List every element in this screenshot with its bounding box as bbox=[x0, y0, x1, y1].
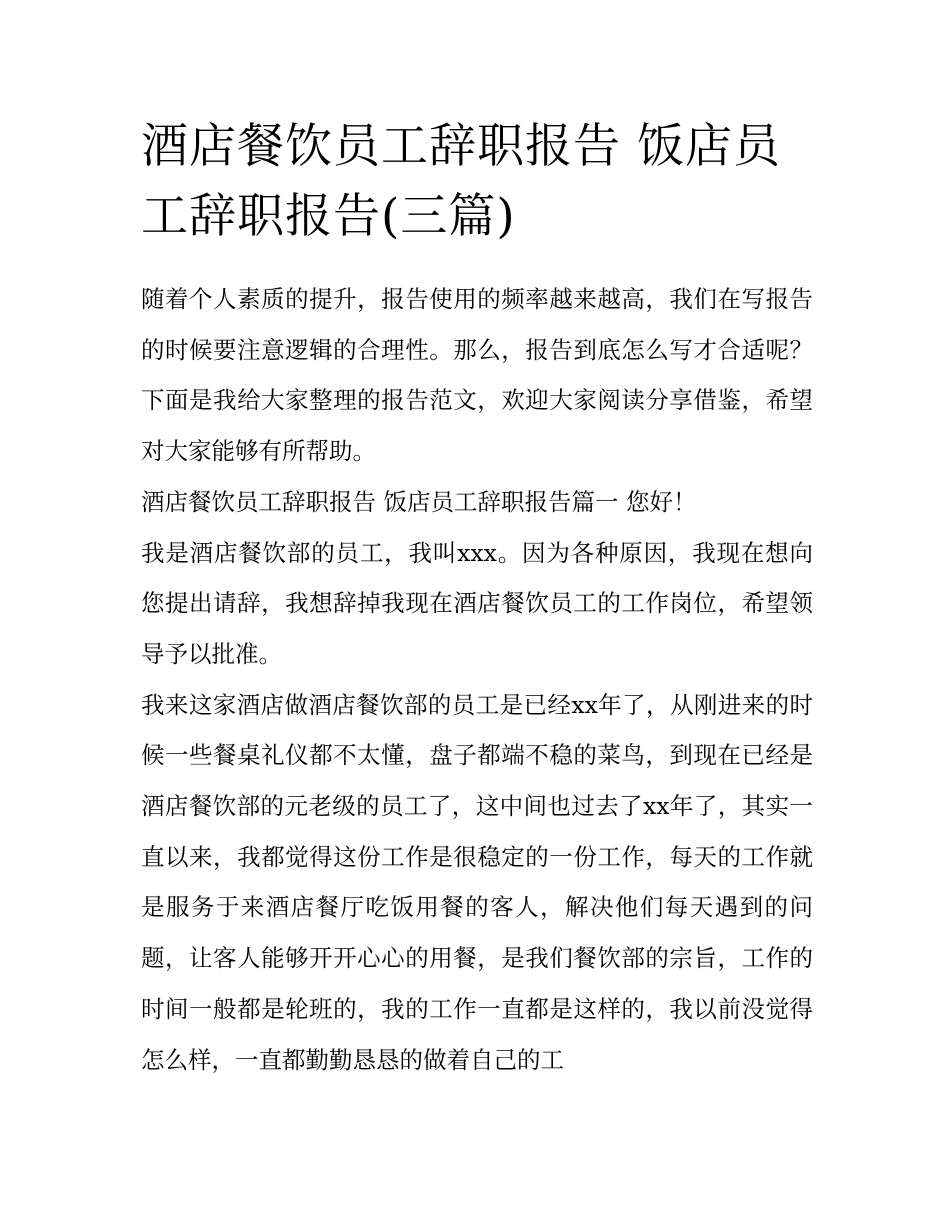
paragraph-work-history: 我来这家酒店做酒店餐饮部的员工是已经xx年了，从刚进来的时候一些餐桌礼仪都不太懂，盘子都端不稳的菜鸟，到现在已经是酒店餐饮部的元老级的员工了，这中间也过去了xx年了，其实一直以来，我都觉得这份工作是很稳定的一份工作，每天的工作就是服务于来酒店餐厅吃饭用餐的客人，解决他们每天遇到的问题，让客人能够开开心心的用餐，是我们餐饮部的宗旨，工作的时间一般都是轮班的，我的工作一直都是这样的，我以前没觉得怎么样，一直都勤勤恳恳的做着自己的工 bbox=[141, 690, 813, 1074]
document-body bbox=[141, 274, 813, 1085]
document-page bbox=[141, 112, 813, 1085]
paragraph-heading-greeting: 酒店餐饮员工辞职报告 饭店员工辞职报告篇一 您好！ bbox=[141, 487, 697, 516]
paragraph-resignation-request: 我是酒店餐饮部的员工，我叫xxx。因为各种原因，我现在想向您提出请辞，我想辞掉我现在酒店餐饮员工的工作岗位，希望领导予以批准。 bbox=[141, 538, 813, 668]
document-title: 酒店餐饮员工辞职报告 饭店员工辞职报告(三篇) bbox=[141, 119, 781, 244]
paragraph-intro: 随着个人素质的提升，报告使用的频率越来越高，我们在写报告的时候要注意逻辑的合理性。那么，报告到底怎么写才合适呢？下面是我给大家整理的报告范文，欢迎大家阅读分享借鉴，希望对大家能够有所帮助。 bbox=[141, 285, 813, 466]
